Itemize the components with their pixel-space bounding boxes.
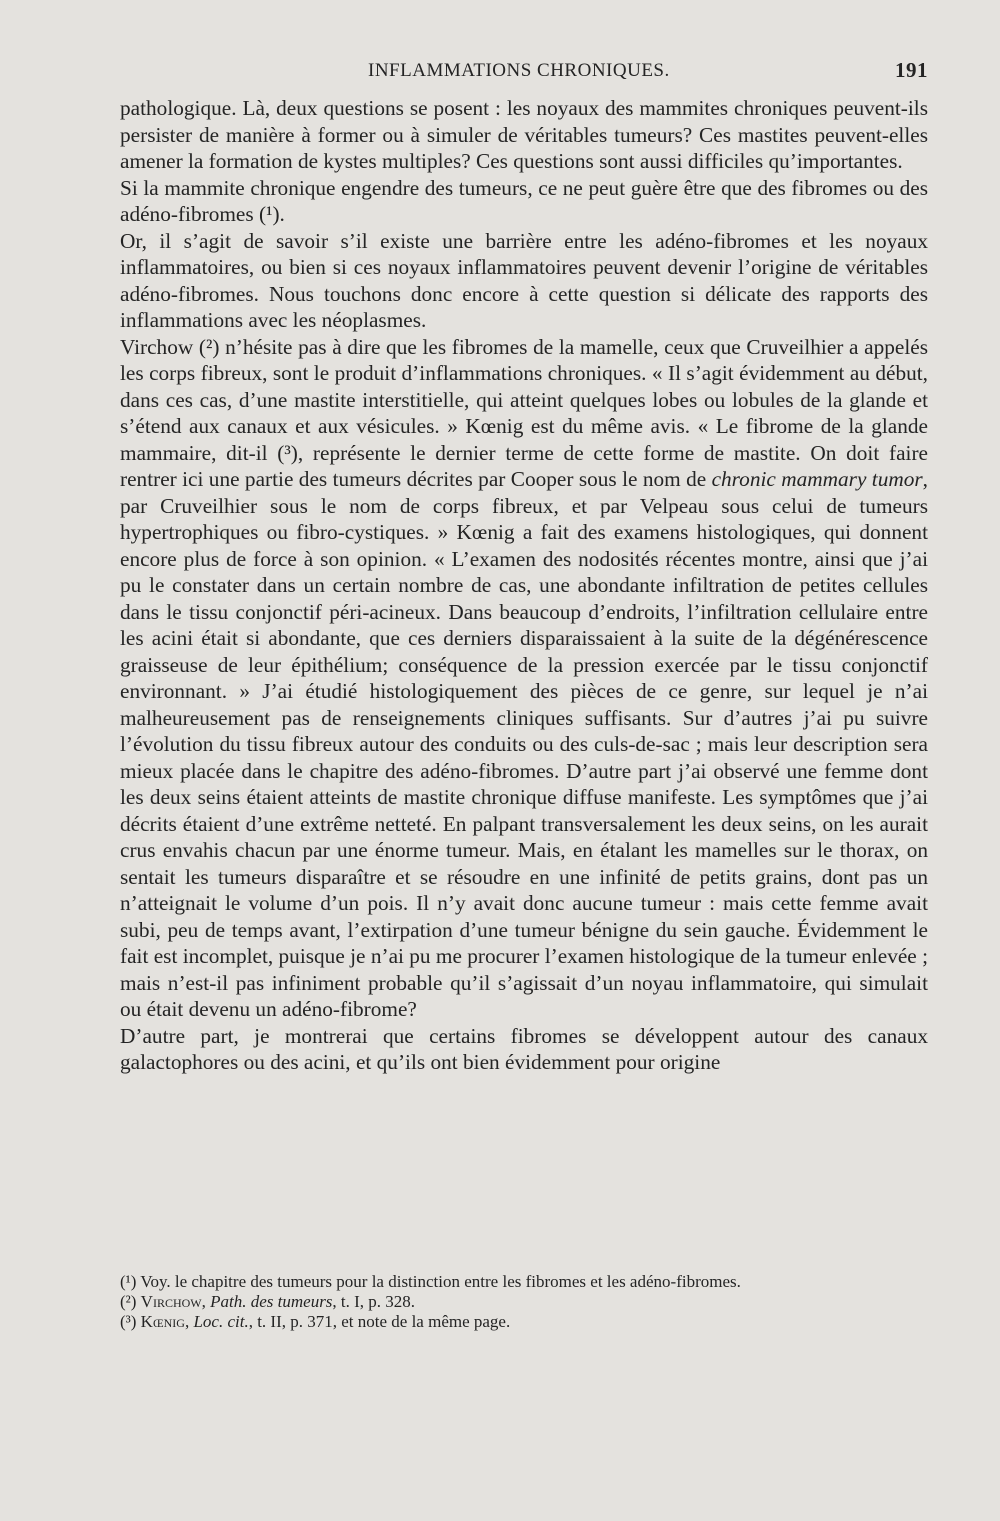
paragraph-2: Si la mammite chronique engendre des tumeurs, ce ne peut guère être que des fibromes ou des adéno-fibromes (¹). [120,175,928,226]
page-number: 191 [895,58,928,82]
body-text [120,95,928,1076]
footnote-2-mark: (²) [120,1292,137,1311]
footnote-3-mark: (³) [120,1312,137,1331]
footnote-2-sep: , [201,1292,211,1311]
footnotes [120,1272,928,1332]
paragraph-5: D’autre part, je montrerai que certains fibromes se développent autour des canaux galactophores ou des acini, et qu’ils ont bien évidemment pour origine [120,1023,928,1074]
footnote-3-sep: , [184,1312,194,1331]
paragraph-3: Or, il s’agit de savoir s’il existe une barrière entre les adéno-fibromes et les noyaux inflammatoires, ou bien si ces noyaux inflammatoires peuvent devenir l’origine de véritables adéno-fibromes. Nous touchons donc encore à cette question si délicate des rapports des inflammations avec les néoplasmes. [120,228,928,332]
footnote-2-text: , t. I, p. 328. [332,1292,416,1311]
footnote-1-mark: (¹) [120,1272,137,1291]
footnote-1 [120,1272,928,1292]
footnote-2-author: Virchow [140,1292,202,1311]
footnote-1-text: Voy. le chapitre des tumeurs pour la distinction entre les fibromes et les adéno-fibromes. [136,1272,741,1291]
paragraph-4-italic-title: chronic mammary tumor [711,467,923,491]
footnote-2-title: Path. des tumeurs [210,1292,333,1311]
paragraph-4-part-1: Virchow (²) n’hésite pas à dire que les fibromes de la mamelle, ceux que Cruveilhier a appelés les corps fibreux, sont le produit d’inflammations chroniques. « Il s’agit évidemment au début, dans ces cas, d’une mastite interstitielle, qui atteint quelques lobes ou lobules de la glande et s’étend aux canaux et aux vésicules. » Kœnig est du même avis. « Le fibrome de la glande mammaire, dit-il (³), représente le dernier terme de cette forme de mastite. On doit faire rentrer ici une partie des tumeurs décrites par Cooper sous le nom de [120,334,928,491]
footnote-3-author: Kœnig [140,1312,185,1331]
running-title: INFLAMMATIONS CHRONIQUES. [368,60,670,81]
paragraph-1: pathologique. Là, deux questions se posent : les noyaux des mammites chroniques peuvent-ils persister de manière à former ou à simuler de véritables tumeurs? Ces mastites peuvent-elles amener la formation de kystes multiples? Ces questions sont aussi difficiles qu’importantes. [120,96,928,173]
footnote-3 [120,1312,928,1332]
paragraph-4 [120,334,928,1023]
footnote-3-title: Loc. cit. [193,1312,249,1331]
footnote-2 [120,1292,928,1312]
paragraph-4-part-2: , par Cruveilhier sous le nom de corps fibreux, et par Velpeau sous celui de tumeurs hypertrophiques ou fibro-cystiques. » Kœnig a fait des examens histologiques, qui donnent encore plus de force à son opinion. « L’examen des nodosités récentes montre, ainsi que j’ai pu le constater dans un certain nombre de cas, une abondante infiltration de petites cellules dans le tissu conjonctif péri-acineux. Dans beaucoup d’endroits, l’infiltration cellulaire entre les acini était si abondante, que ces derniers disparaissaient à la suite de la dégénérescence graisseuse de leur épithélium; conséquence de la pression exercée par le tissu conjonctif environnant. » J’ai étudié histologiquement des pièces de ce genre, sur lequel je n’ai malheureusement pas de renseignements cliniques suffisants. Sur d’autres j’ai pu suivre l’évolution du tissu fibreux autour des conduits ou des culs-de-sac ; mais leur description sera mieux placée dans le chapitre des adéno-fibromes. D’autre part j’ai observé une femme dont les deux seins étaient atteints de mastite chronique diffuse manifeste. Les symptômes que j’ai décrits étaient d’une extrême netteté. En palpant transversalement les deux seins, on les aurait crus envahis chacun par une énorme tumeur. Mais, en étalant les mamelles sur le thorax, on sentait les tumeurs disparaître et se résoudre en une infinité de petits grains, dont pas un n’atteignait le volume d’un pois. Il n’y avait donc aucune tumeur : mais cette femme avait subi, peu de temps avant, l’extirpation d’une tumeur bénigne du sein gauche. Évidemment le fait est incomplet, puisque je n’ai pu me procurer l’examen histologique de la tumeur enlevée ; mais n’est-il pas infiniment probable qu’il s’agissait d’un noyau inflammatoire, qui simulait ou était devenu un adéno-fibrome? [120,467,928,1021]
footnote-3-text: , t. II, p. 371, et note de la même page. [248,1312,511,1331]
running-head [120,58,928,88]
